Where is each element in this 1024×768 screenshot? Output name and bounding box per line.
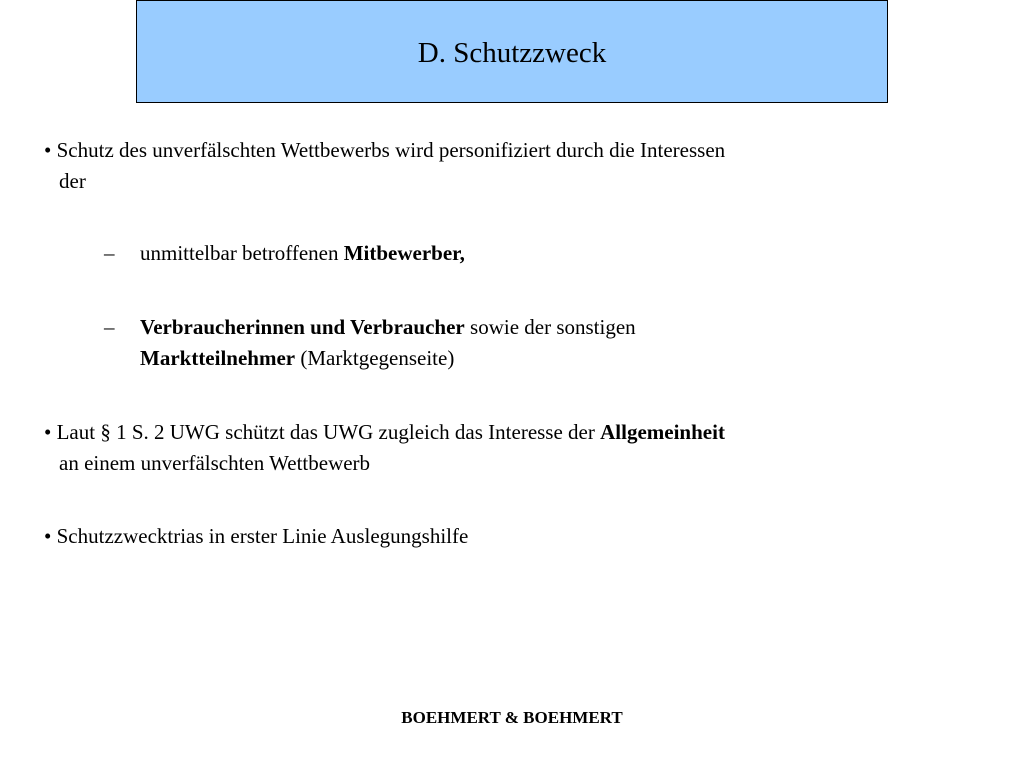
sub-bullet-mitbewerber xyxy=(140,238,465,269)
bullet-schutz xyxy=(44,135,914,197)
sub-bullet-verbraucher xyxy=(140,312,636,374)
bullet-schutzzwecktrias-text: Schutzzwecktrias in erster Linie Auslegungshilfe xyxy=(56,524,469,548)
bullet-schutz-line1 xyxy=(44,135,914,166)
bullet-allgemeinheit-bold: Allgemeinheit xyxy=(600,420,725,444)
sub-bullet-verbraucher-text2: (Marktgegenseite) xyxy=(295,346,455,370)
dash-marker: – xyxy=(104,315,115,339)
bullet-schutz-line2: der xyxy=(59,169,86,193)
bullet-allgemeinheit-line1 xyxy=(44,417,914,448)
slide-title: D. Schutzzweck xyxy=(417,37,607,69)
bullet-allgemeinheit xyxy=(44,417,914,479)
bullet-schutzzwecktrias-line1 xyxy=(44,521,914,552)
bullet-marker: • xyxy=(44,138,52,162)
footer-firm-name: BOEHMERT & BOEHMERT xyxy=(401,708,623,727)
sub-bullet-verbraucher-line1 xyxy=(140,312,636,343)
sub-bullet-verbraucher-text1: sowie der sonstigen xyxy=(464,315,636,339)
bullet-marker: • xyxy=(44,524,52,548)
bullet-schutz-text: Schutz des unverfälschten Wettbewerbs wird personifiziert durch die Interessen xyxy=(56,138,726,162)
sub-bullet-mitbewerber-bold: Mitbewerber, xyxy=(343,241,465,265)
sub-bullet-verbraucher-line2 xyxy=(140,343,636,374)
sub-bullet-verbraucher-bold1: Verbraucherinnen und Verbraucher xyxy=(140,315,465,339)
sub-bullet-mitbewerber-text: unmittelbar betroffenen xyxy=(140,241,344,265)
bullet-allgemeinheit-text: Laut § 1 S. 2 UWG schützt das UWG zugleich das Interesse der xyxy=(56,420,601,444)
dash-marker: – xyxy=(104,241,115,265)
sub-bullet-verbraucher-bold2: Marktteilnehmer xyxy=(140,346,296,370)
bullet-marker: • xyxy=(44,420,52,444)
bullet-allgemeinheit-line2: an einem unverfälschten Wettbewerb xyxy=(59,451,371,475)
bullet-schutzzwecktrias xyxy=(44,521,914,552)
